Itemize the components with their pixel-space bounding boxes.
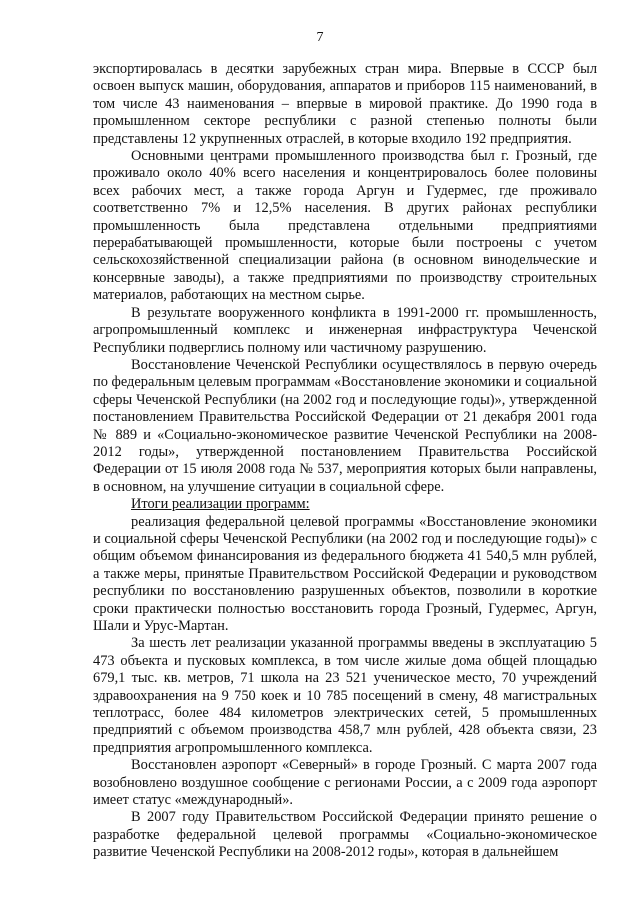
paragraph-conflict-destruction: В результате вооруженного конфликта в 1991-2000 гг. промышленность, агропромышленный комплекс и инженерная инфраструктура Чеченской Республики подверглись полному или частичному разрушению. bbox=[93, 304, 597, 356]
paragraph-airport: Восстановлен аэропорт «Северный» в городе Грозный. С марта 2007 года возобновлено воздушное сообщение с регионами России, а с 2009 года аэропорт имеет статус «международный». bbox=[93, 757, 597, 809]
paragraph-program-implementation: реализация федеральной целевой программы «Восстановление экономики и социальной сферы Чеченской Республики (на 2002 год и последующие годы)» с общим объемом финансирования из федерального бюджета 41 540,5 млн рублей, а также меры, принятые Правительством Российской Федерации и руководством республики по восстановлению разрушенных объектов, позволили в короткие сроки практически полностью восстановить города Грозный, Гудермес, Аргун, Шали и Урус-Мартан. bbox=[93, 513, 597, 634]
page-number: 7 bbox=[316, 30, 324, 45]
document-body bbox=[93, 61, 597, 862]
paragraph-export-history: экспортировалась в десятки зарубежных стран мира. Впервые в СССР был освоен выпуск машин, оборудования, аппаратов и приборов 115 наименований, в том числе 43 наименования – впервые в мировой практике. До 1990 года в промышленном секторе республики с разной степенью полноты были представлены 12 укрупненных отраслей, в которые входило 192 предприятия. bbox=[93, 61, 597, 147]
paragraph-six-year-results: За шесть лет реализации указанной программы введены в эксплуатацию 5 473 объекта и пусковых комплекса, в том числе жилые дома общей площадью 679,1 тыс. кв. метров, 71 школа на 23 521 ученическое место, 70 учреждений здравоохранения на 9 750 коек и 10 785 посещений в смену, 48 магистральных теплотрасс, более 484 километров электрических сетей, 5 промышленных предприятий с объемом производства 458,7 млн рублей, 428 объекта связи, 23 предприятия агропромышленного комплекса. bbox=[93, 635, 597, 756]
section-heading-results: Итоги реализации программ: bbox=[131, 496, 310, 513]
paragraph-industrial-centers: Основными центрами промышленного производства был г. Грозный, где проживало около 40% всего населения и концентрировалось более половины всех рабочих мест, а также города Аргун и Гудермес, где проживало соответственно 7% и 12,5% населения. В других районах республики промышленность была представлена отдельными предприятиями перерабатывающей промышленности, которые были построены с учетом сельскохозяйственной специализации района (в основном винодельческие и консервные заводы), а также предприятиями по производству строительных материалов, работающих на местном сырье. bbox=[93, 148, 597, 304]
paragraph-2007-decision: В 2007 году Правительством Российской Федерации принято решение о разработке федеральной целевой программы «Социально-экономическое развитие Чеченской Республики на 2008-2012 годы», которая в дальнейшем bbox=[93, 809, 597, 861]
paragraph-federal-programs: Восстановление Чеченской Республики осуществлялось в первую очередь по федеральным целевым программам «Восстановление экономики и социальной сферы Чеченской Республики (на 2002 год и последующие годы)», утвержденной постановлением Правительства Российской Федерации от 21 декабря 2001 года № 889 и «Социально-экономическое развитие Чеченской Республики на 2008-2012 годы», утвержденной постановлением Правительства Российской Федерации от 15 июля 2008 года № 537, мероприятия которых были направлены, в основном, на улучшение ситуации в социальной сфере. bbox=[93, 356, 597, 495]
